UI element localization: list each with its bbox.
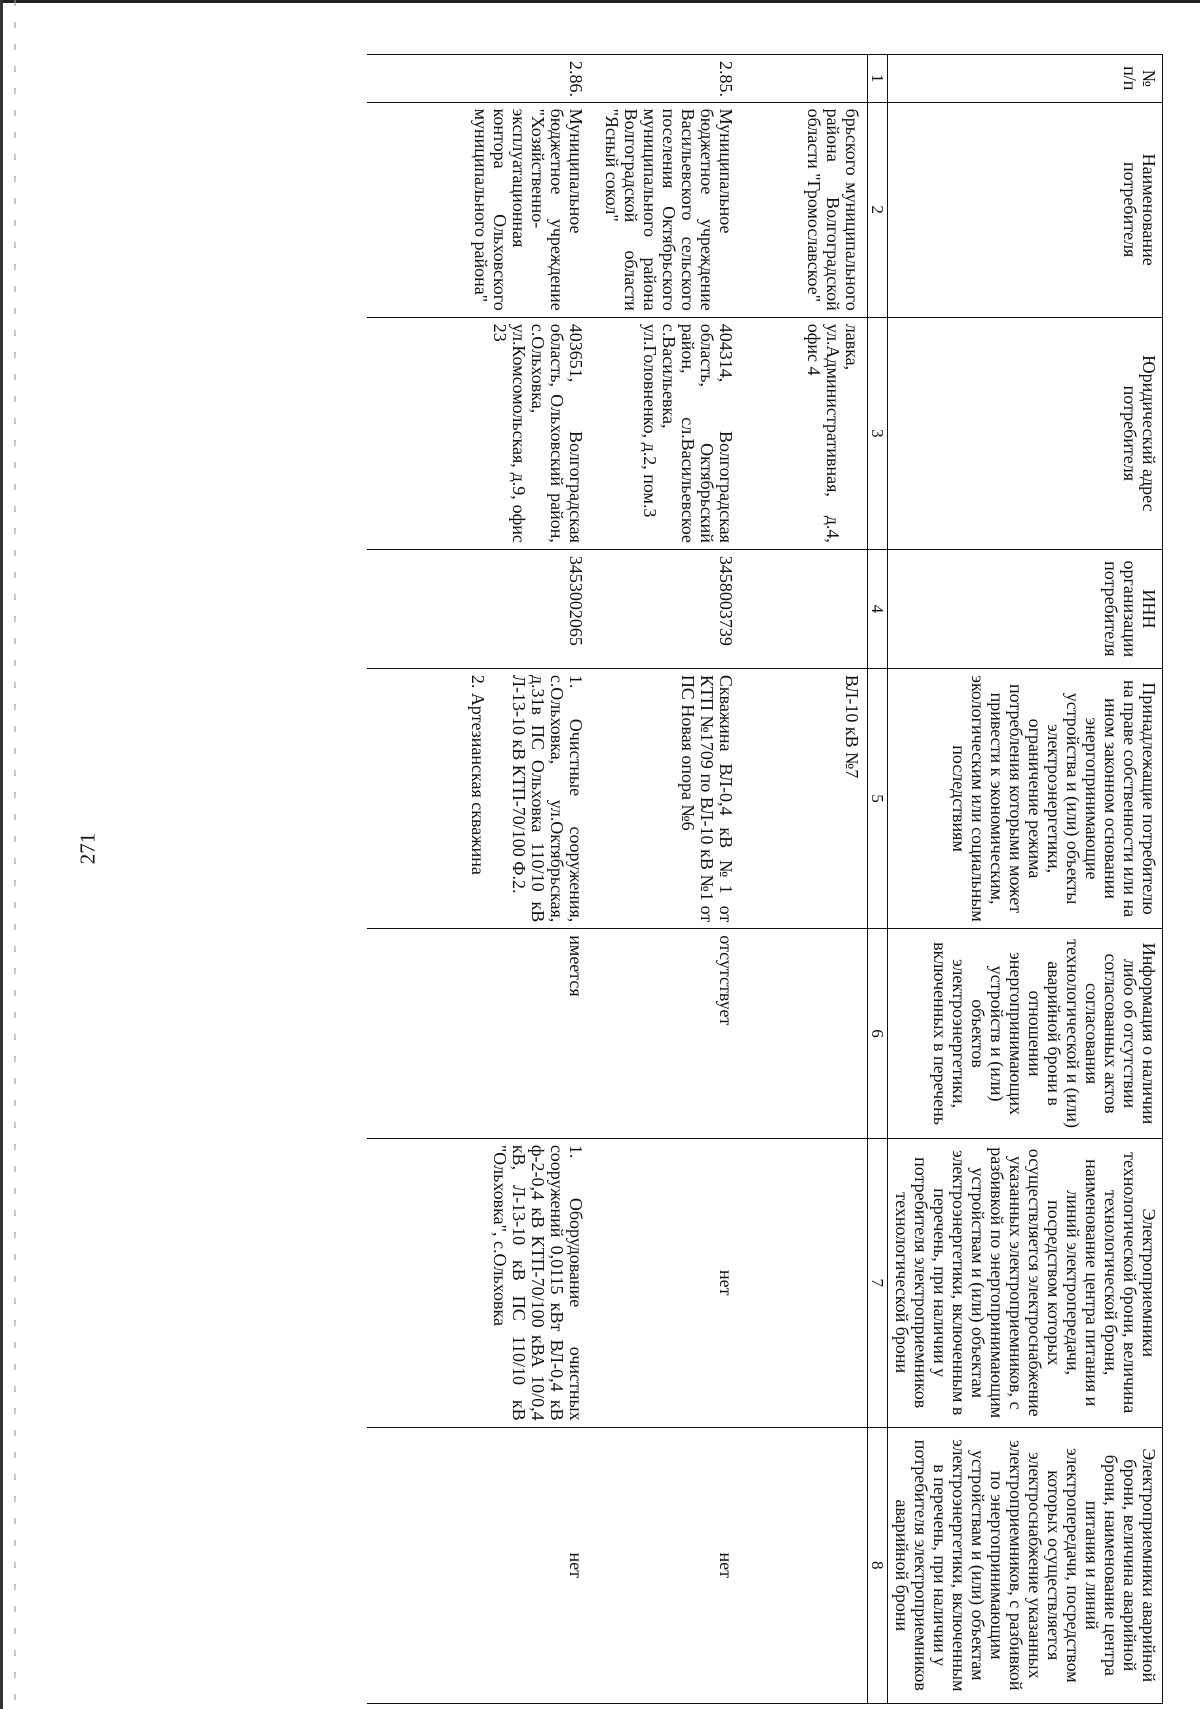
header-col-number: № п/п [888, 55, 1163, 103]
column-number: 6 [868, 929, 888, 1139]
tech-reserve-info [748, 1138, 868, 1427]
column-number: 2 [868, 102, 888, 317]
consumer-name: брьского муниципального района Волгоградской области "Громославское" [748, 102, 868, 317]
device-item: 1. Очистные сооружения, с.Ольховка, ул.Октябрьская, д.31в ПС Ольховка 110/10 кВ Л-13-10 кВ КТП-70/100 Ф.2. [509, 674, 587, 923]
row-number: 2.86. [368, 55, 598, 103]
header-col-name: Наименование потребителя [888, 102, 1163, 317]
column-number: 8 [868, 1427, 888, 1703]
column-number: 3 [868, 317, 888, 549]
consumer-address: 404314, Волгоградская область, Октябрьский район, сл.Васильевское с.Васильевка, ул.Головненко, д.2, пом.3 [598, 317, 748, 549]
column-number: 7 [868, 1138, 888, 1427]
header-col-address: Юридический адрес потребителя [888, 317, 1163, 549]
consumers-table [368, 54, 1164, 1704]
consumer-name: Муниципальное бюджетное учреждение Васильевского сельского поселения Октябрьского муниципального района Волгоградской области "Ясный сокол" [598, 102, 748, 317]
consumer-address: лавка, ул.Административная, д.4, офис 4 [748, 317, 868, 549]
table-row [598, 55, 748, 1704]
consumer-devices: ВЛ-10 кВ №7 [748, 668, 868, 928]
header-row [888, 55, 1163, 1704]
reserve-acts-info [748, 929, 868, 1139]
tech-reserve-info: 1. Оборудование очистных сооружений 0,0115 кВт ВЛ-0,4 кВ ф-2-0,4 кВ КТП-70/100 кВА 10/0,4 кВ, Л-13-10 кВ ПС 110/10 кВ "Ольховка", с.Ольховка [368, 1138, 598, 1427]
consumer-inn [748, 549, 868, 668]
device-item: 2. Артезианская скважина [468, 674, 489, 875]
column-number: 1 [868, 55, 888, 103]
emergency-reserve-info: нет [368, 1427, 598, 1703]
column-number: 4 [868, 549, 888, 668]
emergency-reserve-info [748, 1427, 868, 1703]
header-col-devices: Принадлежащие потребителю на праве собственности или на ином законном основании энергопринимающие устройства и (или) объекты электроэнергетики, ограничение режима потребления которыми может привести к экономическим, экологическим или социальным последствиям [888, 668, 1163, 928]
consumer-name: Муниципальное бюджетное учреждение "Хозяйственно-эксплуатационная контора Ольховского муниципального района" [368, 102, 598, 317]
scan-binding-marks [14, 0, 16, 1709]
header-col-emergency-reserve: Электроприемники аварийной брони, величина аварийной брони, наименование центра питания и линий электропередачи, посредством которых осуществляется электроснабжение указанных электроприемников, с разбивкой по энергопринимающим устройствам и (или) объектам электроэнергетики, включенным в перечень, при наличии у потребителя электроприемников аварийной брони [888, 1427, 1163, 1703]
tech-reserve-info: нет [598, 1138, 748, 1427]
scan-edge-top [0, 0, 1200, 3]
consumer-devices [368, 668, 598, 928]
header-col-tech-reserve: Электроприемники технологической брони, величина технологической брони, наименование центра питания и линий электропередачи, посредством которых осуществляется электроснабжение указанных электроприемников, с разбивкой по энергопринимающим устройствам и (или) объектам электроэнергетики, включенным в перечень, при наличии у потребителя электроприемников технологической брони [888, 1138, 1163, 1427]
column-number: 5 [868, 668, 888, 928]
reserve-acts-info: отсутствует [598, 929, 748, 1139]
consumer-inn: 3453002065 [368, 549, 598, 668]
table-row [368, 55, 598, 1704]
consumer-address: 403651, Волгоградская область, Ольховский район, с.Ольховка, ул.Комсомольская, д.9, офис 23 [368, 317, 598, 549]
table-row [748, 55, 868, 1704]
header-col-acts: Информация о наличии либо об отсутствии согласованных актов согласования технологической и (или) аварийной брони в отношении энергопринимающих устройств и (или) объектов электроэнергетики, включенных в перечень [888, 929, 1163, 1139]
rotated-table-container [73, 54, 1163, 1704]
emergency-reserve-info: нет [598, 1427, 748, 1703]
scan-edge-left [0, 0, 3, 1709]
header-col-inn: ИНН организации потребителя [888, 549, 1163, 668]
row-number [748, 55, 868, 103]
column-number-row [868, 55, 888, 1704]
consumer-inn: 3458003739 [598, 549, 748, 668]
row-number: 2.85. [598, 55, 748, 103]
consumer-devices: Скважина ВЛ-0,4 кВ №1 от КТП №1709 по ВЛ-10 кВ №1 от ПС Новая опора №6 [598, 668, 748, 928]
page-number: 271 [75, 832, 100, 865]
reserve-acts-info: имеется [368, 929, 598, 1139]
device-item-gap [488, 675, 510, 922]
